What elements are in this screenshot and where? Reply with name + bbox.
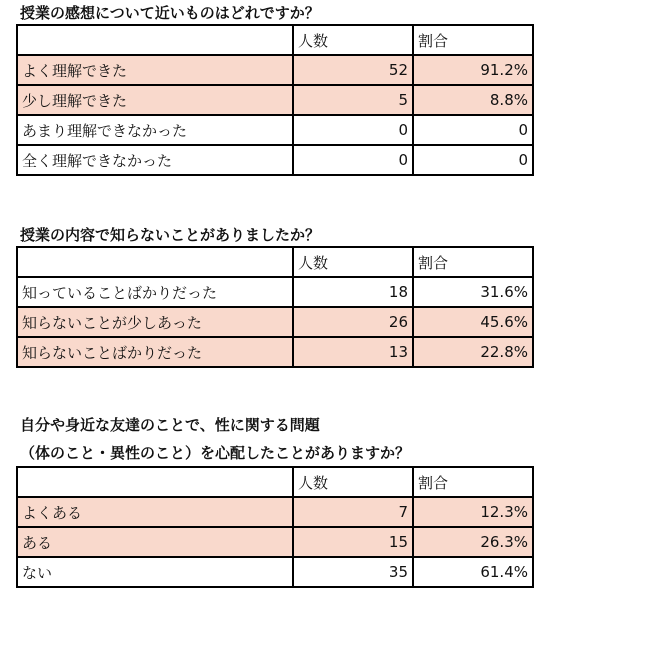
row-ratio: 45.6% (413, 307, 533, 337)
survey-section-worries (16, 414, 534, 588)
table-row (17, 497, 533, 527)
header-ratio: 割合 (413, 467, 533, 497)
table-row (17, 307, 533, 337)
question-title: 授業の感想について近いものはどれですか？ (20, 4, 320, 22)
header-ratio: 割合 (413, 247, 533, 277)
header-count: 人数 (293, 247, 413, 277)
row-label: ない (17, 557, 293, 587)
header-ratio: 割合 (413, 25, 533, 55)
question-title: 授業の内容で知らないことがありましたか？ (20, 226, 321, 244)
table-row (17, 85, 533, 115)
row-count: 26 (293, 307, 413, 337)
row-label: 知っていることばかりだった (17, 277, 293, 307)
row-count: 18 (293, 277, 413, 307)
table-row (17, 55, 533, 85)
row-count: 52 (293, 55, 413, 85)
header-count: 人数 (293, 467, 413, 497)
row-count: 0 (293, 115, 413, 145)
table-row (17, 557, 533, 587)
row-label: あまり理解できなかった (17, 115, 293, 145)
row-count: 35 (293, 557, 413, 587)
row-ratio: 8.8% (413, 85, 533, 115)
survey-table (16, 246, 534, 368)
table-row (17, 145, 533, 175)
table-row (17, 337, 533, 367)
row-ratio: 12.3% (413, 497, 533, 527)
survey-section-understanding (16, 2, 534, 176)
row-ratio: 22.8% (413, 337, 533, 367)
header-blank-cell (17, 25, 293, 55)
row-count: 13 (293, 337, 413, 367)
table-header-row (17, 467, 533, 497)
row-label: 少し理解できた (17, 85, 293, 115)
row-label: よくある (17, 497, 293, 527)
row-ratio: 0 (413, 145, 533, 175)
row-ratio: 61.4% (413, 557, 533, 587)
header-blank-cell (17, 247, 293, 277)
row-ratio: 91.2% (413, 55, 533, 85)
row-count: 15 (293, 527, 413, 557)
row-ratio: 31.6% (413, 277, 533, 307)
row-count: 0 (293, 145, 413, 175)
survey-table (16, 466, 534, 588)
row-ratio: 0 (413, 115, 533, 145)
row-count: 5 (293, 85, 413, 115)
row-label: 知らないことばかりだった (17, 337, 293, 367)
question-title-line-2: （体のこと・異性のこと）を心配したことがありますか？ (20, 444, 411, 462)
row-count: 7 (293, 497, 413, 527)
header-count: 人数 (293, 25, 413, 55)
row-label: ある (17, 527, 293, 557)
header-blank-cell (17, 467, 293, 497)
row-label: よく理解できた (17, 55, 293, 85)
table-row (17, 527, 533, 557)
table-header-row (17, 247, 533, 277)
row-ratio: 26.3% (413, 527, 533, 557)
table-row (17, 115, 533, 145)
survey-section-unknown-content (16, 224, 534, 368)
table-row (17, 277, 533, 307)
question-title-line-1: 自分や身近な友達のことで、性に関する問題 (20, 416, 320, 434)
row-label: 全く理解できなかった (17, 145, 293, 175)
survey-table (16, 24, 534, 176)
table-header-row (17, 25, 533, 55)
row-label: 知らないことが少しあった (17, 307, 293, 337)
